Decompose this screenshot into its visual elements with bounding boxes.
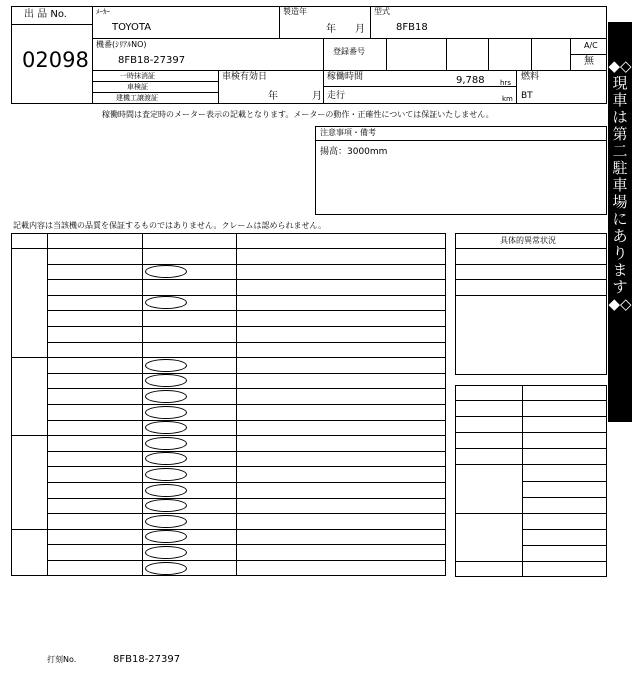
- valid-year-unit: 年: [268, 91, 278, 102]
- row-divider: [47, 544, 446, 545]
- ok-mark: [145, 484, 187, 497]
- valid-month-unit: 月: [312, 91, 322, 102]
- model-label: 型式: [374, 7, 390, 16]
- right-detail-box: [455, 233, 607, 375]
- fuel-label: 燃料: [521, 72, 540, 82]
- stamp-label: 打刻No.: [47, 655, 77, 664]
- row-divider: [47, 373, 446, 374]
- row-divider: [47, 404, 446, 405]
- right-detail-title: 具体的異常状況: [500, 236, 556, 245]
- hours-label: 稼働時間: [327, 72, 364, 82]
- row-divider: [47, 264, 446, 265]
- ac-value: 無: [584, 56, 594, 67]
- reg-label: 登録番号: [333, 47, 365, 56]
- ok-mark: [145, 437, 187, 450]
- group-divider: [11, 357, 446, 358]
- ok-mark: [145, 421, 187, 434]
- ok-mark: [145, 546, 187, 559]
- ok-mark: [145, 468, 187, 481]
- row-divider: [47, 482, 446, 483]
- month-unit: 月: [355, 24, 365, 35]
- result-divider: [455, 513, 607, 514]
- ok-mark: [145, 499, 187, 512]
- ok-mark: [145, 265, 187, 278]
- row-divider: [47, 513, 446, 514]
- inspection-valid-label: 車検有効日: [222, 72, 268, 82]
- detail-divider: [455, 295, 607, 296]
- row-divider: [47, 451, 446, 452]
- row-divider: [47, 326, 446, 327]
- row-divider: [47, 466, 446, 467]
- fuel-value: BT: [521, 91, 533, 101]
- result-header-divider: [455, 400, 607, 401]
- year-unit: 年: [326, 24, 336, 35]
- ok-mark: [145, 562, 187, 575]
- ac-label: A/C: [584, 41, 598, 50]
- serial-value: 8FB18-27397: [118, 55, 186, 66]
- row-divider: [47, 388, 446, 389]
- mileage-label: 走行: [327, 91, 346, 101]
- serial-label: 機番(ｼﾘｱﾙNO): [96, 40, 147, 49]
- result-divider: [455, 432, 607, 433]
- inspection-label: 車検証: [127, 83, 148, 91]
- group-divider: [11, 435, 446, 436]
- result-divider: [522, 545, 607, 546]
- row-divider: [47, 295, 446, 296]
- temp-reg-label: 一時抹消証: [120, 72, 155, 80]
- hours-value: 9,788: [456, 75, 485, 86]
- maker-value: TOYOTA: [112, 22, 152, 33]
- result-divider: [522, 529, 607, 530]
- construction-label: 建機工譲渡証: [116, 94, 158, 102]
- hours-unit: hrs: [500, 79, 511, 87]
- ok-mark: [145, 390, 187, 403]
- lot-label: 出 品 No.: [24, 9, 67, 20]
- detail-divider: [455, 264, 607, 265]
- row-divider: [47, 310, 446, 311]
- result-divider: [455, 561, 607, 562]
- row-divider: [47, 342, 446, 343]
- check-header-divider: [11, 248, 446, 249]
- result-divider: [522, 481, 607, 482]
- year-label: 製造年: [283, 7, 307, 16]
- model-value: 8FB18: [396, 22, 428, 33]
- side-banner: ◆◇現車は第二駐車場にあります◆◇: [608, 22, 632, 422]
- notes-title: 注意事項・備考: [320, 128, 376, 137]
- notes-content: 揚高：3000mm: [320, 147, 388, 157]
- group-divider: [11, 529, 446, 530]
- ok-mark: [145, 359, 187, 372]
- ok-mark: [145, 406, 187, 419]
- result-divider: [455, 448, 607, 449]
- disclaimer: 記載内容は当該機の品質を保証するものではありません。クレームは認められません。: [13, 221, 326, 230]
- hours-note: 稼働時間は査定時のメーター表示の記載となります。メーターの動作・正確性については保証いたしません。: [102, 110, 494, 119]
- result-divider: [455, 464, 607, 465]
- row-divider: [47, 560, 446, 561]
- ok-mark: [145, 515, 187, 528]
- detail-divider: [455, 279, 607, 280]
- row-divider: [47, 498, 446, 499]
- result-divider: [522, 497, 607, 498]
- row-divider: [47, 279, 446, 280]
- stamp-value: 8FB18-27397: [113, 654, 181, 665]
- lot-number: 02098: [22, 48, 89, 72]
- km-unit: km: [502, 95, 513, 103]
- result-divider: [455, 416, 607, 417]
- maker-label: ﾒｰｶｰ: [96, 8, 110, 16]
- row-divider: [47, 420, 446, 421]
